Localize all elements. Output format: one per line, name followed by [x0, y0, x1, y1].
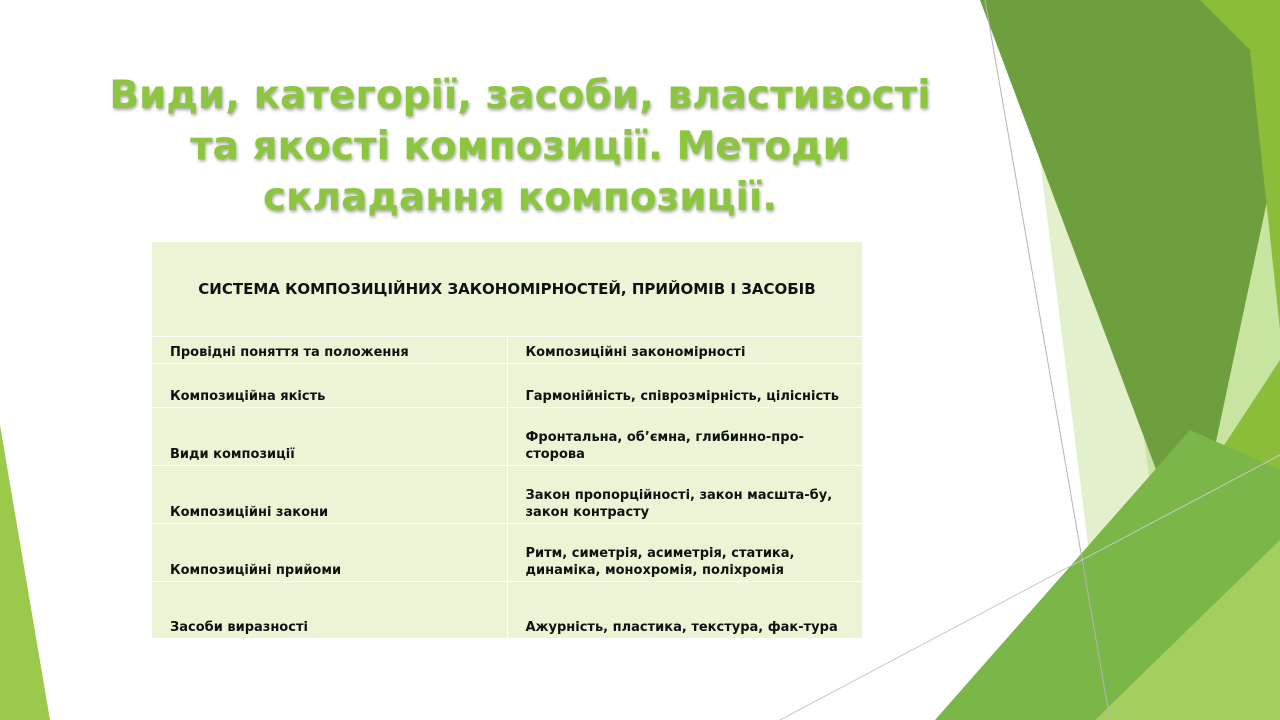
table-cell-right: [507, 466, 862, 524]
deco-left-triangle: [0, 425, 50, 720]
table-header-row: [152, 242, 862, 337]
table-cell-left: Засоби виразності: [152, 582, 507, 638]
table-row: [152, 582, 862, 638]
table-cell-right: [507, 524, 862, 582]
slide-title: Види, категорії, засоби, властивості та якості композиції. Методи складання композиції.: [109, 73, 931, 220]
cell-text: Фронтальна, об’ємна, глибинно-про-сторова: [525, 430, 804, 462]
table-cell-right: [507, 337, 862, 364]
table-cell-right: [507, 582, 862, 638]
table-cell-left: Композиційна якість: [152, 364, 507, 408]
cell-text: Композиційні закономірності: [525, 345, 746, 360]
table-row: [152, 364, 862, 408]
cell-text: Ажурність, пластика, текстура, фак-тура: [525, 619, 838, 635]
table-row: [152, 408, 862, 466]
table-row: [152, 524, 862, 582]
table-cell-left: Провідні поняття та положення: [152, 337, 507, 364]
cell-text: Ритм, симетрія, асиметрія, статика, динаміка, монохромія, поліхромія: [525, 546, 795, 578]
table-cell-left: Види композиції: [152, 408, 507, 466]
table-cell-right: [507, 364, 862, 408]
table-header: СИСТЕМА КОМПОЗИЦІЙНИХ ЗАКОНОМІРНОСТЕЙ, ПРИЙОМІВ І ЗАСОБІВ: [152, 242, 862, 337]
table-row: [152, 466, 862, 524]
cell-text: Закон пропорційності, закон масшта-бу, закон контрасту: [525, 488, 833, 520]
table-cell-left: Композиційні прийоми: [152, 524, 507, 582]
table-row: [152, 337, 862, 364]
table-cell-left: Композиційні закони: [152, 466, 507, 524]
table-cell-right: [507, 408, 862, 466]
composition-table: [152, 242, 862, 638]
cell-text: Гармонійність, співрозмірність, цілісність: [525, 389, 839, 404]
